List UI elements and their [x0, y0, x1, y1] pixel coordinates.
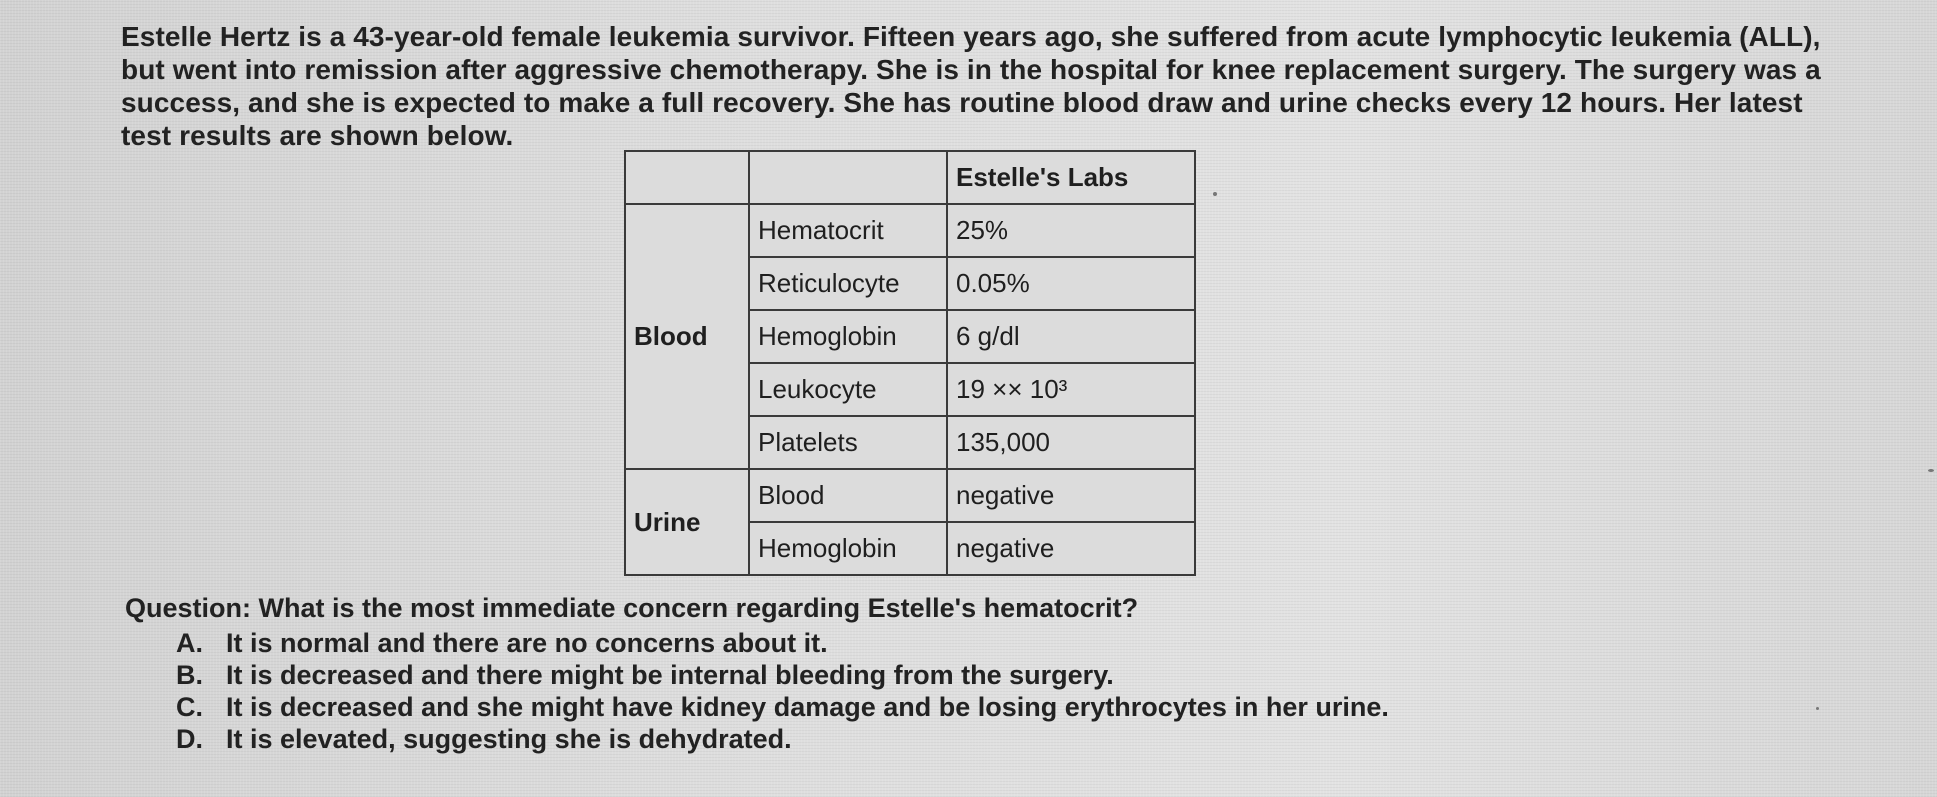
answer-options: [176, 627, 1389, 755]
empty-header-cell: [625, 151, 749, 204]
test-value: 6 g/dl: [947, 310, 1195, 363]
empty-header-cell: [749, 151, 947, 204]
answer-option-d: [176, 723, 1389, 755]
test-name: Reticulocyte: [749, 257, 947, 310]
test-value: negative: [947, 469, 1195, 522]
question-text: Question: What is the most immediate concern regarding Estelle's hematocrit?: [125, 593, 1139, 623]
test-value: 0.05%: [947, 257, 1195, 310]
group-label-blood: Blood: [625, 204, 749, 469]
option-letter: C.: [176, 692, 203, 722]
test-name: Hemoglobin: [749, 522, 947, 575]
option-letter: D.: [176, 724, 203, 754]
test-name: Leukocyte: [749, 363, 947, 416]
answer-option-b: [176, 659, 1389, 691]
test-name: Blood: [749, 469, 947, 522]
test-value: 135,000: [947, 416, 1195, 469]
test-name: Platelets: [749, 416, 947, 469]
option-letter: A.: [176, 628, 203, 658]
table-header-row: [625, 151, 1195, 204]
table-row: [625, 204, 1195, 257]
test-value: 19 ×× 10³: [947, 363, 1195, 416]
option-text: It is decreased and she might have kidney damage and be losing erythrocytes in her urine.: [226, 692, 1389, 722]
stray-mark: [1816, 707, 1819, 710]
option-text: It is decreased and there might be internal bleeding from the surgery.: [226, 660, 1114, 690]
table-row: [625, 469, 1195, 522]
option-text: It is elevated, suggesting she is dehydrated.: [226, 724, 792, 754]
stray-mark: [1213, 192, 1217, 196]
table-header-labs: Estelle's Labs: [947, 151, 1195, 204]
intro-paragraph: Estelle Hertz is a 43-year-old female leukemia survivor. Fifteen years ago, she suffered from acute lymphocytic leukemia (ALL), but went into remission after aggressive chemotherapy. She is in the hospital for knee replacement surgery. The surgery was a success, and she is expected to make a full recovery. She has routine blood draw and urine checks every 12 hours. Her latest test results are shown below.: [121, 21, 1821, 151]
option-letter: B.: [176, 660, 203, 690]
answer-option-c: [176, 691, 1389, 723]
test-name: Hemoglobin: [749, 310, 947, 363]
group-label-urine: Urine: [625, 469, 749, 575]
lab-results-table: [624, 150, 1196, 576]
answer-option-a: [176, 627, 1389, 659]
stray-mark: [1928, 469, 1934, 472]
test-value: negative: [947, 522, 1195, 575]
test-value: 25%: [947, 204, 1195, 257]
test-name: Hematocrit: [749, 204, 947, 257]
option-text: It is normal and there are no concerns about it.: [226, 628, 828, 658]
